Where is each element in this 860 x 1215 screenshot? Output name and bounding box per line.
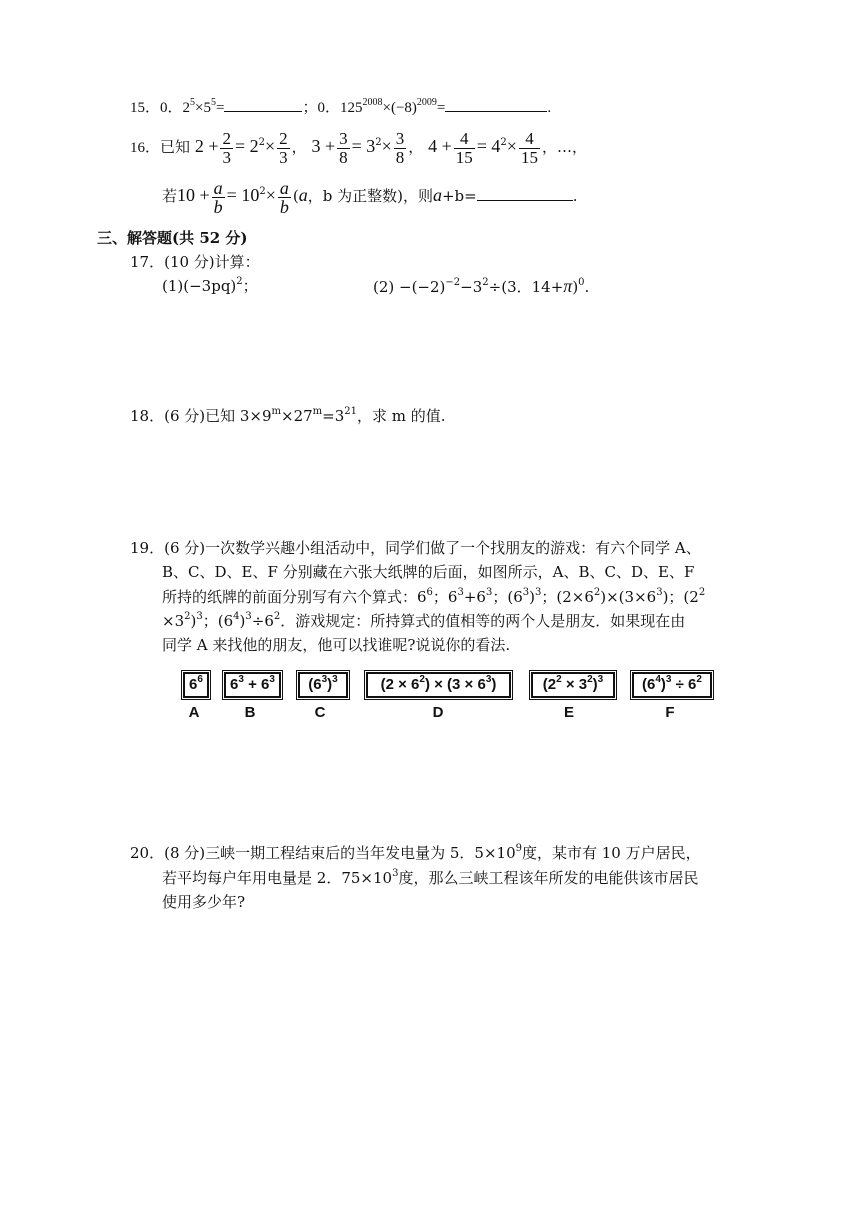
text: ，b 为正整数)，则 [307,187,433,205]
text: ．游戏规定：所持算式的值相等的两个人是朋友．如果现在由 [280,612,686,630]
answer-blank[interactable] [477,186,573,201]
expr: ×27 [281,407,313,425]
numerator: 3 [339,128,348,148]
fraction [277,130,290,167]
exponent: 2 [593,587,601,598]
exponent: 2 [482,277,489,288]
numerator: 4 [454,130,475,149]
card-d [366,672,511,698]
numerator: 4 [519,130,540,149]
denominator: 15 [520,147,538,167]
card-label: C [314,704,326,721]
question-number: 15． [130,100,161,116]
question-20-line-2 [162,868,698,888]
card-label: F [665,704,675,721]
expr: ×(−8) [382,100,417,116]
exponent: 2009 [416,97,437,108]
question-17-part-1 [162,276,258,296]
fraction [519,130,540,167]
card-b [224,672,281,698]
card-label: D [432,704,444,721]
expr: ×5 [195,100,211,116]
exponent: 3 [457,587,464,598]
denominator: b [279,196,289,217]
ellipsis: ，…， [541,138,587,156]
question-number: 16． [130,140,161,156]
equals: = [436,100,446,116]
expr: 18．(6 分)已知 3×9 [130,407,272,425]
text: ) [190,612,197,630]
times: × [265,185,276,205]
period: . [584,278,590,296]
exponent: 5 [190,97,196,108]
exponent: 2 [698,587,706,598]
numerator: 3 [395,128,405,148]
expr: 3 + [311,136,336,156]
question-20-line-1 [130,843,701,863]
question-17-head: 17．(10 分)计算： [130,253,260,271]
text: ÷6 [251,612,274,630]
answer-blank[interactable] [224,97,302,112]
expr: = 10 [226,185,260,205]
period: . [547,100,552,116]
text: 度，那么三峡工程该年所发的电能供该市居民 [398,869,699,887]
expr: =3 [322,407,345,425]
exponent: 2 [258,137,265,148]
card-label: E [563,704,574,721]
comma: ， [291,138,307,156]
question-19-line-1: 19．(6 分)一次数学兴趣小组活动中，同学们做了一个找朋友的游戏：有六个同学 A、 [130,539,701,557]
exponent: 0 [578,277,585,288]
exponent: 3 [196,611,203,622]
exponent: 3 [245,611,252,622]
card-f [632,672,712,698]
expr: 0．2 [160,100,191,116]
exponent: 3 [485,587,493,598]
exponent: 2008 [362,97,383,108]
text: +b= [441,187,477,205]
card-expression: $6^3 + 6^3$ [230,674,275,693]
fraction [454,130,475,167]
expr: 10 + [177,185,210,205]
question-20-line-3: 使用多少年? [162,893,246,911]
exponent: 21 [344,406,358,417]
expr: −3 [460,278,483,296]
exponent: 2 [375,137,382,148]
text: 已知 [160,138,191,156]
card-label: A [188,704,200,721]
exponent: 5 [211,97,216,108]
card-expression: $(2^2 \times 3^2)^3$ [542,674,604,693]
paren: ( [292,187,299,205]
text: )；(2 [662,588,699,606]
equals: = [216,100,225,116]
text: +6 [463,588,486,606]
times: × [265,136,276,156]
exponent: 2 [273,611,281,622]
text: ；(6 [202,612,234,630]
exponent: 9 [515,843,522,854]
expr: = 2 [234,136,259,156]
exponent: 3 [522,587,530,598]
fraction [394,130,407,167]
expr: ；0．125 [302,100,363,116]
denominator: 15 [455,147,473,167]
text: 若平均每户年用电量是 2．75×10 [162,869,393,887]
exponent: m [271,406,282,417]
exponent: 3 [656,587,663,598]
exponent: 6 [426,587,433,598]
text: ×3 [162,612,185,630]
exponent: 2 [500,137,507,148]
expr: = 4 [476,136,501,156]
card-expression: $(6^4)^3 \div 6^2$ [642,674,702,693]
paren: ) [572,278,579,296]
question-16-line-1 [130,126,587,168]
denominator: 8 [395,147,405,167]
section-heading: 三、解答题(共 52 分) [97,229,248,247]
text: ；(2×6 [541,588,594,606]
card-e [531,672,615,698]
expr: ÷(3．14+ [488,278,564,296]
numerator: a [279,177,289,198]
numerator: a [213,177,223,198]
pi-symbol: π [563,276,573,296]
exponent: 2 [259,186,266,197]
expr: (2) −(−2) [373,278,446,296]
card-c [298,672,348,698]
text: 20．(8 分)三峡一期工程结束后的当年发电量为 5．5×10 [130,844,516,862]
exponent: 3 [534,587,542,598]
exponent: m [312,406,323,417]
card-label: B [244,704,256,721]
numerator: 2 [222,128,231,148]
card-expression: $6^6$ [189,674,203,693]
expr: = 3 [351,136,376,156]
question-19-line-5: 同学 A 来找他的朋友，他可以找谁呢?说说你的看法. [162,636,511,654]
variable: a [298,185,308,205]
expr: 2 + [194,136,219,156]
fraction [212,179,225,216]
text: ) [239,612,246,630]
comma: ， [408,138,424,156]
numerator: 2 [279,128,288,148]
exponent: −2 [445,277,461,288]
text: ；6 [432,588,458,606]
fraction [220,130,233,167]
question-18 [130,406,446,426]
text: 所持的纸牌的前面分别写有六个算式：6 [162,588,427,606]
expr: 4 + [428,136,452,156]
times: × [381,136,392,156]
question-19-line-2: B、C、D、E、F 分别藏在六张大纸牌的后面，如图所示，A、B、C、D、E、F [162,563,695,581]
exponent: 2 [236,276,243,287]
answer-blank[interactable] [445,97,547,112]
denominator: 3 [279,147,288,167]
times: × [506,136,517,156]
exponent: 2 [184,611,191,622]
exponent: 4 [233,611,240,622]
question-19-line-3 [162,587,705,607]
period: . [572,187,578,205]
text: ； [242,277,258,295]
text: 若 [162,187,178,205]
exponent: 3 [392,868,399,879]
question-16-line-2 [162,175,577,216]
question-19-line-4 [162,611,685,631]
card-expression: $(2 \times 6^2) \times (3 \times 6^3)$ [380,674,497,693]
text: ) [529,588,535,606]
text: ，求 m 的值. [357,407,446,425]
card-a [183,672,209,698]
question-17-part-2 [373,276,589,297]
text: ；(6 [492,588,523,606]
question-15 [130,97,551,118]
fraction [278,179,291,216]
text: 度，某市有 10 万户居民， [522,844,701,862]
text: )×(3×6 [600,588,657,606]
denominator: 3 [222,147,231,167]
denominator: 8 [339,147,348,167]
fraction [337,130,350,167]
variable: a [432,185,442,205]
card-expression: $(6^3)^3$ [308,674,338,693]
expr: (1)(−3pq) [162,277,237,295]
denominator: b [213,196,223,217]
